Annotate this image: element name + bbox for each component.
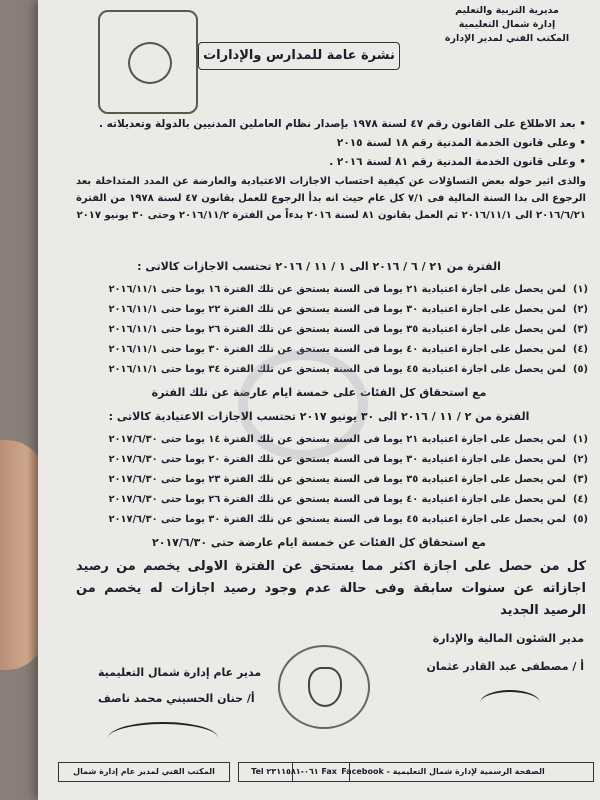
ministry-logo <box>98 10 198 114</box>
context-paragraph: والذى اثير حوله بعض التساؤلات عن كيفية احتساب الاجازات الاعتيادية والعارضة عن المدد المتداخلة بعد الرجوع الى بدا السنة المالية فى ٧/١ كل عام حيث انه بدأ الرجوع للعمل بقانون ٤٧ لسنة ١٩٧٨ من الفترة ٢٠١٦/٦/٢١ الى ٢٠١٦/١١/١ ثم العمل بقانون ٨١ لسنة ٢٠١٦ بدءاً من الفترة ٢٠١٦/١١/٢ وحتى ٣٠ يونيو ٢٠١٧ <box>76 176 586 221</box>
footer-phone: Tel ٠٦١-٢٣١١٥٨١ Fax <box>238 762 350 782</box>
row-text: لمن يحصل على اجازة اعتيادية ٤٥ يوما فى السنة يستحق عن تلك الفترة ٣٤ يوما حتى ٢٠١٦/١١/١ <box>108 364 566 375</box>
row-number: (٥) <box>573 364 588 375</box>
letterhead-line-3: المكتب الفني لمدير الإدارة <box>444 33 570 44</box>
row-number: (١) <box>573 284 588 295</box>
page-title: نشرة عامة للمدارس والإدارات <box>198 42 400 70</box>
intro-text-2: • وعلى قانون الخدمة المدنية رقم ١٨ لسنة ٢٠١٥ <box>337 137 586 149</box>
row-text: لمن يحصل على اجازة اعتيادية ٢١ يوما فى السنة يستحق عن تلك الفترة ١٤ يوما حتى ٢٠١٧/٦/٣٠ <box>108 434 566 445</box>
intro-text-1: • بعد الاطلاع على القانون رقم ٤٧ لسنة ١٩٧٨ بإصدار نظام العاملين المدنيين بالدولة وتعديلاته . <box>99 118 586 130</box>
conclusion-paragraph: كل من حصل على اجازة اكثر مما يستحق عن الفترة الاولى يخصم من رصيد اجازاته عن سنوات سابقة وفى حالة عدم وجود رصيد اجازات له يخصم من الرصيد الجديد <box>76 559 586 618</box>
period2-note: مع استحقاق كل الفئات عن خمسة ايام عارضة حتى ٢٠١٧/٦/٣٠ <box>152 536 486 549</box>
footer-facebook: الصفحة الرسمية لإدارة شمال التعليمية - Facebook <box>292 762 594 782</box>
row-number: (٤) <box>573 344 588 355</box>
eagle-icon <box>308 667 342 707</box>
period2-row <box>68 434 588 445</box>
finance-manager-name: أ / مصطفى عبد القادر عثمان <box>426 660 584 673</box>
row-number: (٥) <box>573 514 588 525</box>
row-text: لمن يحصل على اجازة اعتيادية ٣٠ يوما فى السنة يستحق عن تلك الفترة ٢٢ يوما حتى ٢٠١٦/١١/١ <box>108 304 566 315</box>
period1-row <box>68 304 588 315</box>
row-number: (٤) <box>573 494 588 505</box>
period1-heading: الفترة من ٢١ / ٦ / ٢٠١٦ الى ١ / ١١ / ٢٠١٦ تحتسب الاجازات كالاتى : <box>137 260 501 273</box>
row-text: لمن يحصل على اجازة اعتيادية ٤٠ يوما فى السنة يستحق عن تلك الفترة ٣٠ يوما حتى ٢٠١٦/١١/١ <box>108 344 566 355</box>
period2-row <box>68 454 588 465</box>
row-text: لمن يحصل على اجازة اعتيادية ٢١ يوما فى السنة يستحق عن تلك الفترة ١٦ يوما حتى ٢٠١٦/١١/١ <box>108 284 566 295</box>
row-text: لمن يحصل على اجازة اعتيادية ٤٥ يوما فى السنة يستحق عن تلك الفترة ٣٠ يوما حتى ٢٠١٧/٦/٣٠ <box>108 514 566 525</box>
row-text: لمن يحصل على اجازة اعتيادية ٣٠ يوما فى السنة يستحق عن تلك الفترة ٢٠ يوما حتى ٢٠١٧/٦/٣٠ <box>108 454 566 465</box>
intro-text-3: • وعلى قانون الخدمة المدنية رقم ٨١ لسنة ٢٠١٦ . <box>329 156 586 168</box>
document-page <box>38 0 600 800</box>
row-text: لمن يحصل على اجازة اعتيادية ٣٥ يوما فى السنة يستحق عن تلك الفترة ٢٣ يوما حتى ٢٠١٧/٦/٣٠ <box>108 474 566 485</box>
row-number: (١) <box>573 434 588 445</box>
emblem-icon <box>128 42 172 84</box>
official-stamp <box>278 645 370 729</box>
general-manager-signature-icon <box>108 722 218 754</box>
row-text: لمن يحصل على اجازة اعتيادية ٤٠ يوما فى السنة يستحق عن تلك الفترة ٢٦ يوما حتى ٢٠١٧/٦/٣٠ <box>108 494 566 505</box>
finance-signature-icon <box>480 690 540 716</box>
general-manager-title: مدير عام إدارة شمال التعليمية <box>98 666 262 679</box>
period2-row <box>68 514 588 525</box>
row-number: (٢) <box>573 304 588 315</box>
period2-row <box>68 474 588 485</box>
period1-row <box>68 324 588 335</box>
period2-row <box>68 494 588 505</box>
row-number: (٣) <box>573 474 588 485</box>
row-number: (٢) <box>573 454 588 465</box>
row-text: لمن يحصل على اجازة اعتيادية ٣٥ يوما فى السنة يستحق عن تلك الفترة ٢٦ يوما حتى ٢٠١٦/١١/١ <box>108 324 566 335</box>
letterhead-line-1: مديرية التربية والتعليم <box>455 5 559 16</box>
period1-note: مع استحقاق كل الفئات على خمسة ايام عارضة عن تلك الفترة <box>151 386 487 399</box>
period1-row <box>68 284 588 295</box>
intro-line-3 <box>86 154 586 170</box>
row-number: (٣) <box>573 324 588 335</box>
general-manager-name: أ/ حنان الحسيني محمد ناصف <box>98 692 255 705</box>
letterhead-line-2: إدارة شمال التعليمية <box>458 19 556 30</box>
intro-line-2 <box>86 135 586 151</box>
finance-manager-title: مدير الشئون المالية والإدارة <box>432 632 584 645</box>
letterhead <box>422 4 592 46</box>
intro-line-1 <box>86 116 586 132</box>
period2-heading: الفترة من ٢ / ١١ / ٢٠١٦ الى ٣٠ يونيو ٢٠١٧ تحتسب الاجازات الاعتيادية كالاتى : <box>108 410 530 423</box>
footer-office: المكتب الفني لمدير عام إدارة شمال <box>58 762 230 782</box>
